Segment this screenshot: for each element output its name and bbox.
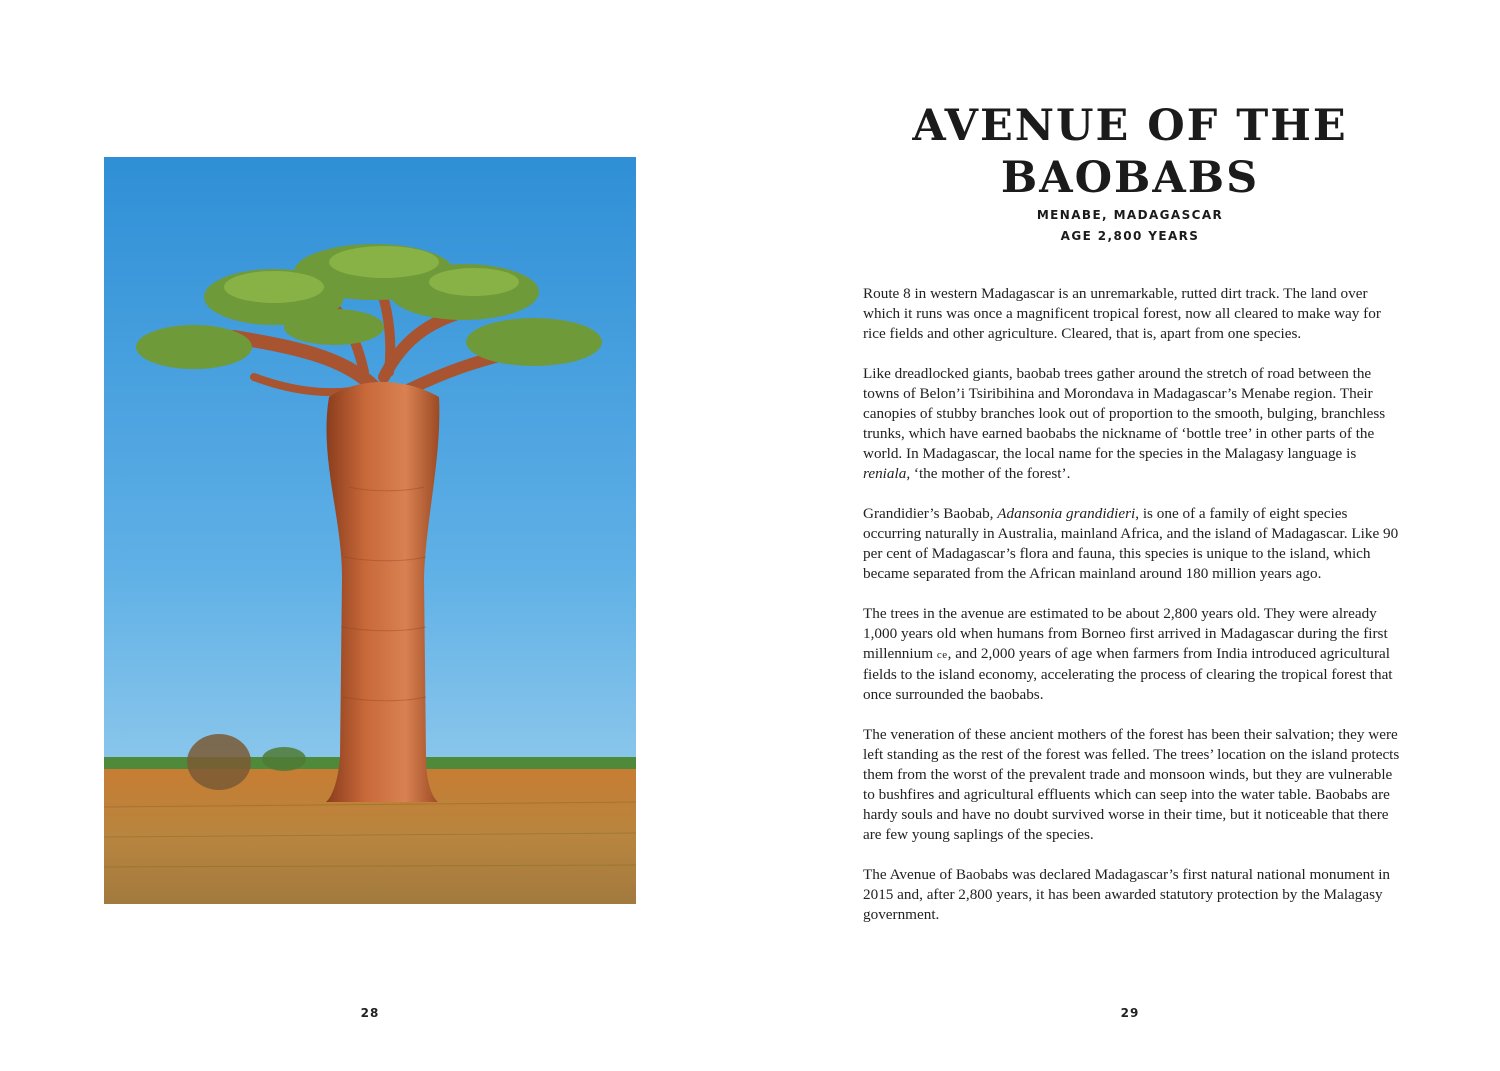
age-label: AGE 2,800 YEARS	[1060, 229, 1200, 243]
italic-term: reniala	[863, 465, 907, 482]
paragraph-3: Grandidier’s Baobab, Adansonia grandidieri, is one of a family of eight species occurring naturally in Australia, mainland Africa, and the island of Madagascar. Like 90 per cent of Madagascar’s flora and fauna, this species is unique to the island, which became separated from the African mainland around 180 million years ago.	[863, 505, 1399, 582]
page-number-right: 29	[1120, 1006, 1140, 1020]
italic-term: Adansonia grandidieri	[997, 505, 1136, 522]
baobab-illustration	[104, 157, 636, 904]
body-text	[863, 284, 1403, 945]
paragraph-6: The Avenue of Baobabs was declared Madagascar’s first natural national monument in 2015 and, after 2,800 years, it has been awarded statutory protection by the Malagasy government.	[863, 866, 1391, 923]
chapter-title	[880, 100, 1380, 204]
page-number-left: 28	[360, 1006, 380, 1020]
chapter-subtitle	[930, 205, 1330, 247]
chapter-title-line1: AVENUE OF THE	[912, 101, 1348, 151]
paragraph-2: Like dreadlocked giants, baobab trees gather around the stretch of road between the towns of Belon’i Tsiribihina and Morondava in Madagascar’s Menabe region. Their canopies of stubby branches look out of proportion to the smooth, bulging, branchless trunks, which have earned baobabs the nickname of ‘bottle tree’ in other parts of the world. In Madagascar, the local name for the species in the Malagasy language is reniala, ‘the mother of the forest’.	[863, 365, 1386, 482]
paragraph-1: Route 8 in western Madagascar is an unremarkable, rutted dirt track. The land over which it runs was once a magnificent tropical forest, now all cleared to make way for rice fields and other agriculture. Cleared, that is, apart from one species.	[863, 285, 1381, 342]
paragraph-4: The trees in the avenue are estimated to be about 2,800 years old. They were already 1,000 years old when humans from Borneo first arrived in Madagascar during the first millennium ce, and 2,000 years of age when farmers from India introduced agricultural fields to the island economy, accelerating the process of clearing the tropical forest that once surrounded the baobabs.	[863, 605, 1393, 703]
chapter-title-line2: BAOBABS	[1000, 153, 1260, 203]
paragraph-5: The veneration of these ancient mothers of the forest has been their salvation; they were left standing as the rest of the forest was felled. The trees’ location on the island protects them from the worst of the prevalent trade and monsoon winds, but they are vulnerable to bushfires and agricultural effluents which can seep into the water table. Baobabs are hardy souls and have no doubt survived worse in their time, but it noticeable that there are few young saplings of the species.	[863, 726, 1400, 843]
baobab-photo	[104, 157, 636, 904]
smallcaps-term: ce	[936, 649, 948, 661]
location-label: MENABE, MADAGASCAR	[1036, 208, 1224, 222]
right-page	[750, 0, 1500, 1071]
